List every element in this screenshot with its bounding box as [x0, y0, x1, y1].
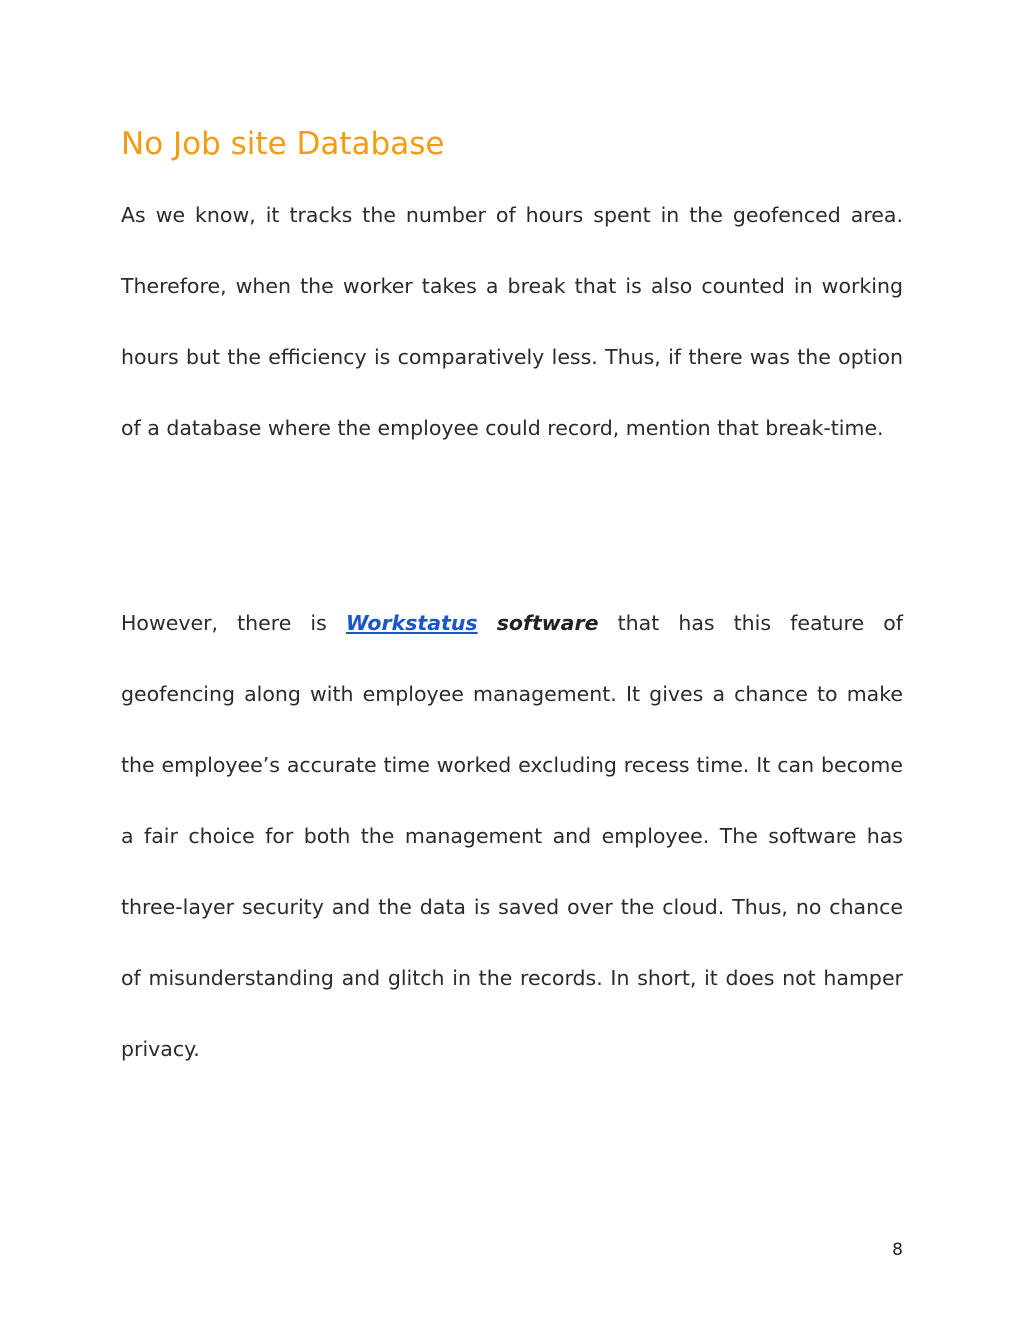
software-emphasis: software [496, 611, 599, 635]
paragraph-text-body: that has this feature of geofencing along with employee management. It gives a chance to make the employee’s accurate time worked excluding recess time. It can become a fair choice for both the management and employee. The software has three-layer security and the data is saved over the cloud. Thus, no chance of misunderstanding and glitch in the records. In short, it does not hamper privacy. [121, 611, 903, 1061]
paragraph-break-tracking: As we know, it tracks the number of hours spent in the geofenced area. Therefore, when the worker takes a break that is also counted in working hours but the efficiency is comparatively less. Thus, if there was the option of a database where the employee could record, mention that break-time. [121, 203, 903, 440]
workstatus-link[interactable]: Workstatus [345, 611, 478, 635]
paragraph-text-intro: However, there is [121, 611, 346, 635]
paragraph-space [478, 611, 497, 635]
paragraph-workstatus [121, 588, 903, 1085]
section-heading: No Job site Database [121, 126, 445, 162]
page-number: 8 [892, 1240, 903, 1260]
